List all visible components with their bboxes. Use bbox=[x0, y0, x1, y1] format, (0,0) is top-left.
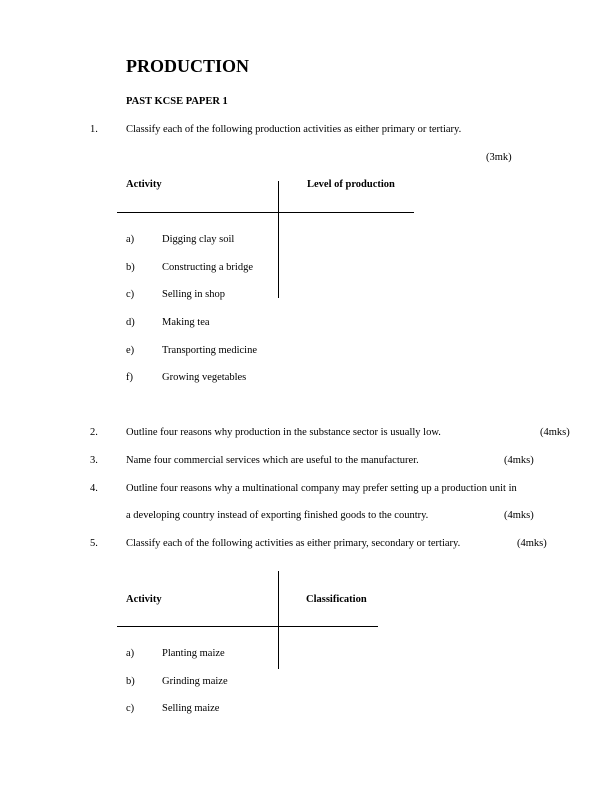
q1-item-text: Selling in shop bbox=[162, 289, 226, 300]
q4-marks: (4mks) bbox=[504, 510, 534, 521]
q3-text: Name four commercial services which are useful to the manufacturer. bbox=[126, 455, 419, 466]
q1-item-letter: e) bbox=[126, 345, 135, 356]
q5-table-horizontal-rule bbox=[117, 626, 378, 627]
q1-item-text: Digging clay soil bbox=[162, 234, 235, 245]
q1-item-letter: f) bbox=[126, 372, 133, 383]
q1-item-text: Constructing a bridge bbox=[162, 262, 253, 273]
page-subtitle: PAST KCSE PAPER 1 bbox=[126, 96, 228, 107]
q1-item-letter: c) bbox=[126, 289, 135, 300]
q2-marks: (4mks) bbox=[540, 427, 570, 438]
q1-item-letter: d) bbox=[126, 317, 135, 328]
q5-number: 5. bbox=[90, 538, 98, 549]
q5-marks: (4mks) bbox=[517, 538, 547, 549]
q1-item-text: Making tea bbox=[162, 317, 210, 328]
q2-text: Outline four reasons why production in the substance sector is usually low. bbox=[126, 427, 441, 438]
q4-number: 4. bbox=[90, 483, 98, 494]
q4-text-line1: Outline four reasons why a multinational company may prefer setting up a production unit in bbox=[126, 483, 517, 494]
q1-text: Classify each of the following production activities as either primary or tertiary. bbox=[126, 124, 462, 135]
q4-text-line2: a developing country instead of exporting finished goods to the country. bbox=[126, 510, 429, 521]
q5-table-header-activity: Activity bbox=[126, 594, 162, 605]
q1-marks: (3mk) bbox=[486, 152, 512, 163]
q1-table-horizontal-rule bbox=[117, 212, 414, 213]
q1-number: 1. bbox=[90, 124, 98, 135]
q5-item-text: Planting maize bbox=[162, 648, 225, 659]
q5-item-letter: a) bbox=[126, 648, 135, 659]
q5-text: Classify each of the following activities as either primary, secondary or tertiary. bbox=[126, 538, 461, 549]
q3-marks: (4mks) bbox=[504, 455, 534, 466]
q1-table-vertical-rule bbox=[278, 181, 279, 298]
q1-item-letter: b) bbox=[126, 262, 135, 273]
page-title: PRODUCTION bbox=[126, 56, 250, 76]
q5-item-letter: b) bbox=[126, 676, 135, 687]
q5-table-header-classification: Classification bbox=[306, 594, 367, 605]
q5-item-text: Selling maize bbox=[162, 703, 220, 714]
q2-number: 2. bbox=[90, 427, 98, 438]
q1-item-text: Transporting medicine bbox=[162, 345, 257, 356]
q1-table-header-activity: Activity bbox=[126, 179, 162, 190]
q1-item-text: Growing vegetables bbox=[162, 372, 247, 383]
q5-item-text: Grinding maize bbox=[162, 676, 228, 687]
q5-table-vertical-rule bbox=[278, 571, 279, 669]
q5-item-letter: c) bbox=[126, 703, 135, 714]
q1-table-header-level: Level of production bbox=[307, 179, 395, 190]
q3-number: 3. bbox=[90, 455, 98, 466]
q1-item-letter: a) bbox=[126, 234, 135, 245]
